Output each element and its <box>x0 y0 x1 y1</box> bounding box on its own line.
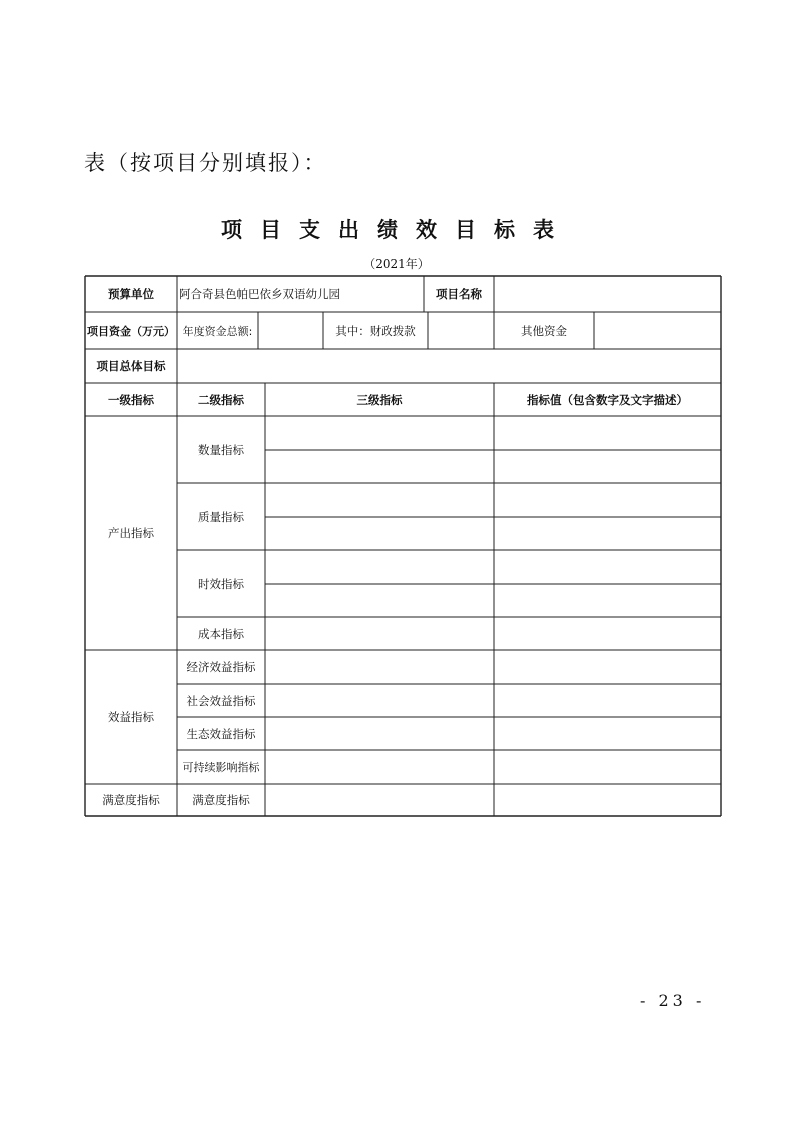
overall-goal-field[interactable] <box>179 349 719 383</box>
benefit-indicator-label: 效益指标 <box>108 710 154 724</box>
form-title: 项目支出绩效目标表 <box>221 218 572 242</box>
ecological-benefit-label: 生态效益指标 <box>186 726 256 741</box>
quantity-indicator-label: 数量指标 <box>198 442 244 457</box>
fiscal-allocation-label: 其中：财政拨款 <box>335 323 416 338</box>
social-benefit-label: 社会效益指标 <box>186 693 256 708</box>
sustainable-impact-label: 可持续影响指标 <box>182 761 260 774</box>
satisfaction-level2-label: 满意度指标 <box>192 793 250 807</box>
budget-unit-label: 预算单位 <box>108 287 154 301</box>
project-name-field[interactable] <box>494 276 721 312</box>
annual-total-label: 年度资金总额: <box>182 324 253 338</box>
header-level3: 三级指标 <box>356 392 403 407</box>
cost-indicator-label: 成本指标 <box>198 626 244 641</box>
overall-goal-label: 项目总体目标 <box>96 359 166 373</box>
page-number: - 23 - <box>640 991 706 1010</box>
fiscal-allocation-field[interactable] <box>428 312 494 349</box>
budget-unit-value[interactable]: 阿合奇县色帕巴依乡双语幼儿园 <box>179 287 340 301</box>
form-year: （2021年） <box>363 257 430 271</box>
other-funds-field[interactable] <box>594 312 721 349</box>
other-funds-label: 其他资金 <box>521 323 567 338</box>
timeliness-indicator-label: 时效指标 <box>198 576 244 591</box>
project-funds-label: 项目资金（万元） <box>87 324 175 338</box>
header-level2: 二级指标 <box>198 392 244 407</box>
quality-indicator-label: 质量指标 <box>198 509 244 524</box>
satisfaction-level1-label: 满意度指标 <box>102 793 160 807</box>
form-caption: 表（按项目分别填报）： <box>84 151 327 175</box>
economic-benefit-label: 经济效益指标 <box>186 660 256 674</box>
project-name-label: 项目名称 <box>436 287 482 301</box>
annual-total-field[interactable] <box>258 312 323 349</box>
output-indicator-label: 产出指标 <box>108 526 154 540</box>
header-indicator-value: 指标值（包含数字及文字描述） <box>527 392 688 407</box>
header-level1: 一级指标 <box>108 392 154 407</box>
